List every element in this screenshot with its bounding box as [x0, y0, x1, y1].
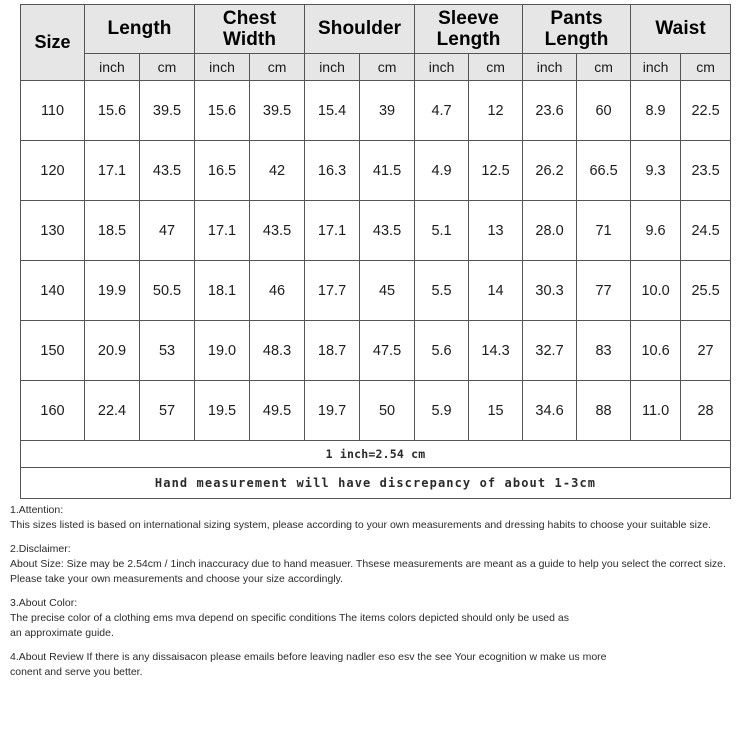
cell-value: 19.5: [195, 381, 250, 441]
table-row: [21, 141, 731, 201]
note-review-line2: conent and serve you better.: [10, 666, 143, 678]
cell-value: 23.5: [681, 141, 731, 201]
cell-size: 150: [21, 321, 85, 381]
cell-value: 47: [140, 201, 195, 261]
cell-value: 50.5: [140, 261, 195, 321]
table-note-row-discrepancy: [21, 468, 731, 499]
cell-value: 15.6: [195, 81, 250, 141]
cell-value: 15.4: [305, 81, 360, 141]
note-disclaimer: [10, 542, 740, 587]
header-group-length: Length: [85, 5, 195, 54]
cell-size: 120: [21, 141, 85, 201]
header-group-row: [21, 5, 731, 54]
note-disclaimer-line2: Please take your own measurements and choose your size accordingly.: [10, 573, 344, 585]
header-unit: inch: [523, 54, 577, 81]
header-size: Size: [21, 5, 85, 81]
cell-value: 60: [577, 81, 631, 141]
cell-value: 45: [360, 261, 415, 321]
cell-value: 11.0: [631, 381, 681, 441]
cell-value: 43.5: [250, 201, 305, 261]
cell-value: 46: [250, 261, 305, 321]
cell-size: 160: [21, 381, 85, 441]
cell-value: 19.0: [195, 321, 250, 381]
cell-value: 42: [250, 141, 305, 201]
header-unit: inch: [415, 54, 469, 81]
cell-value: 32.7: [523, 321, 577, 381]
header-group-waist: Waist: [631, 5, 731, 54]
note-color-line2: an approximate guide.: [10, 627, 114, 639]
cell-value: 5.9: [415, 381, 469, 441]
cell-value: 43.5: [140, 141, 195, 201]
cell-value: 22.5: [681, 81, 731, 141]
cell-value: 10.0: [631, 261, 681, 321]
cell-value: 16.3: [305, 141, 360, 201]
cell-value: 39: [360, 81, 415, 141]
cell-value: 19.7: [305, 381, 360, 441]
cell-value: 4.7: [415, 81, 469, 141]
cell-value: 17.1: [195, 201, 250, 261]
cell-value: 26.2: [523, 141, 577, 201]
cell-value: 23.6: [523, 81, 577, 141]
cell-value: 17.1: [305, 201, 360, 261]
cell-value: 24.5: [681, 201, 731, 261]
header-group-chest-width: Chest Width: [195, 5, 305, 54]
table-row: [21, 381, 731, 441]
cell-value: 15: [469, 381, 523, 441]
cell-value: 57: [140, 381, 195, 441]
cell-value: 18.1: [195, 261, 250, 321]
cell-value: 16.5: [195, 141, 250, 201]
size-table: [20, 4, 731, 499]
cell-value: 41.5: [360, 141, 415, 201]
note-conversion: 1 inch=2.54 cm: [21, 441, 731, 468]
cell-value: 14: [469, 261, 523, 321]
table-row: [21, 201, 731, 261]
cell-value: 9.3: [631, 141, 681, 201]
header-unit: cm: [577, 54, 631, 81]
cell-value: 34.6: [523, 381, 577, 441]
cell-value: 12: [469, 81, 523, 141]
cell-size: 130: [21, 201, 85, 261]
cell-value: 49.5: [250, 381, 305, 441]
cell-value: 30.3: [523, 261, 577, 321]
header-unit: inch: [305, 54, 360, 81]
table-row: [21, 321, 731, 381]
header-unit-row: [21, 54, 731, 81]
cell-value: 10.6: [631, 321, 681, 381]
header-unit: cm: [469, 54, 523, 81]
cell-value: 9.6: [631, 201, 681, 261]
cell-value: 43.5: [360, 201, 415, 261]
header-unit: inch: [195, 54, 250, 81]
table-note-row-conversion: [21, 441, 731, 468]
cell-value: 50: [360, 381, 415, 441]
note-review-line1: 4.About Review If there is any dissaisacon please emails before leaving nadler eso esv the see Your ecognition w make us more: [10, 651, 607, 663]
cell-value: 88: [577, 381, 631, 441]
note-attention-title: 1.Attention:: [10, 504, 64, 516]
header-unit: cm: [140, 54, 195, 81]
cell-value: 5.1: [415, 201, 469, 261]
cell-value: 39.5: [250, 81, 305, 141]
size-table-container: [20, 4, 730, 499]
header-group-sleeve-length: Sleeve Length: [415, 5, 523, 54]
cell-value: 17.7: [305, 261, 360, 321]
cell-value: 14.3: [469, 321, 523, 381]
note-disclaimer-line1: About Size: Size may be 2.54cm / 1inch inaccuracy due to hand measuer. Thsese measurements are meant as a guide to help you select the correct size.: [10, 558, 726, 570]
cell-value: 53: [140, 321, 195, 381]
note-color: [10, 596, 740, 641]
note-disclaimer-title: 2.Disclaimer:: [10, 543, 71, 555]
note-discrepancy: Hand measurement will have discrepancy of about 1-3cm: [21, 468, 731, 499]
cell-value: 22.4: [85, 381, 140, 441]
cell-size: 110: [21, 81, 85, 141]
table-row: [21, 261, 731, 321]
note-review: [10, 650, 740, 680]
cell-value: 39.5: [140, 81, 195, 141]
cell-value: 47.5: [360, 321, 415, 381]
note-attention-body: This sizes listed is based on international sizing system, please according to your own measurements and dressing habits to choose your suitable size.: [10, 519, 711, 531]
cell-value: 66.5: [577, 141, 631, 201]
cell-value: 12.5: [469, 141, 523, 201]
cell-value: 19.9: [85, 261, 140, 321]
cell-value: 83: [577, 321, 631, 381]
cell-value: 5.5: [415, 261, 469, 321]
header-unit: inch: [85, 54, 140, 81]
cell-value: 13: [469, 201, 523, 261]
cell-value: 20.9: [85, 321, 140, 381]
table-header: [21, 5, 731, 81]
cell-value: 28: [681, 381, 731, 441]
cell-value: 27: [681, 321, 731, 381]
cell-value: 4.9: [415, 141, 469, 201]
header-unit: cm: [681, 54, 731, 81]
note-attention: [10, 503, 740, 533]
cell-value: 25.5: [681, 261, 731, 321]
cell-value: 48.3: [250, 321, 305, 381]
disclaimer-notes: [10, 503, 740, 689]
cell-value: 77: [577, 261, 631, 321]
cell-size: 140: [21, 261, 85, 321]
cell-value: 15.6: [85, 81, 140, 141]
header-group-shoulder: Shoulder: [305, 5, 415, 54]
table-body: [21, 81, 731, 499]
header-unit: cm: [250, 54, 305, 81]
header-unit: inch: [631, 54, 681, 81]
cell-value: 28.0: [523, 201, 577, 261]
header-unit: cm: [360, 54, 415, 81]
table-row: [21, 81, 731, 141]
cell-value: 18.5: [85, 201, 140, 261]
cell-value: 71: [577, 201, 631, 261]
note-color-line1: The precise color of a clothing ems mva depend on specific conditions The items colors depicted should only be used as: [10, 612, 569, 624]
cell-value: 18.7: [305, 321, 360, 381]
cell-value: 8.9: [631, 81, 681, 141]
cell-value: 17.1: [85, 141, 140, 201]
note-color-title: 3.About Color:: [10, 597, 78, 609]
header-group-pants-length: Pants Length: [523, 5, 631, 54]
cell-value: 5.6: [415, 321, 469, 381]
